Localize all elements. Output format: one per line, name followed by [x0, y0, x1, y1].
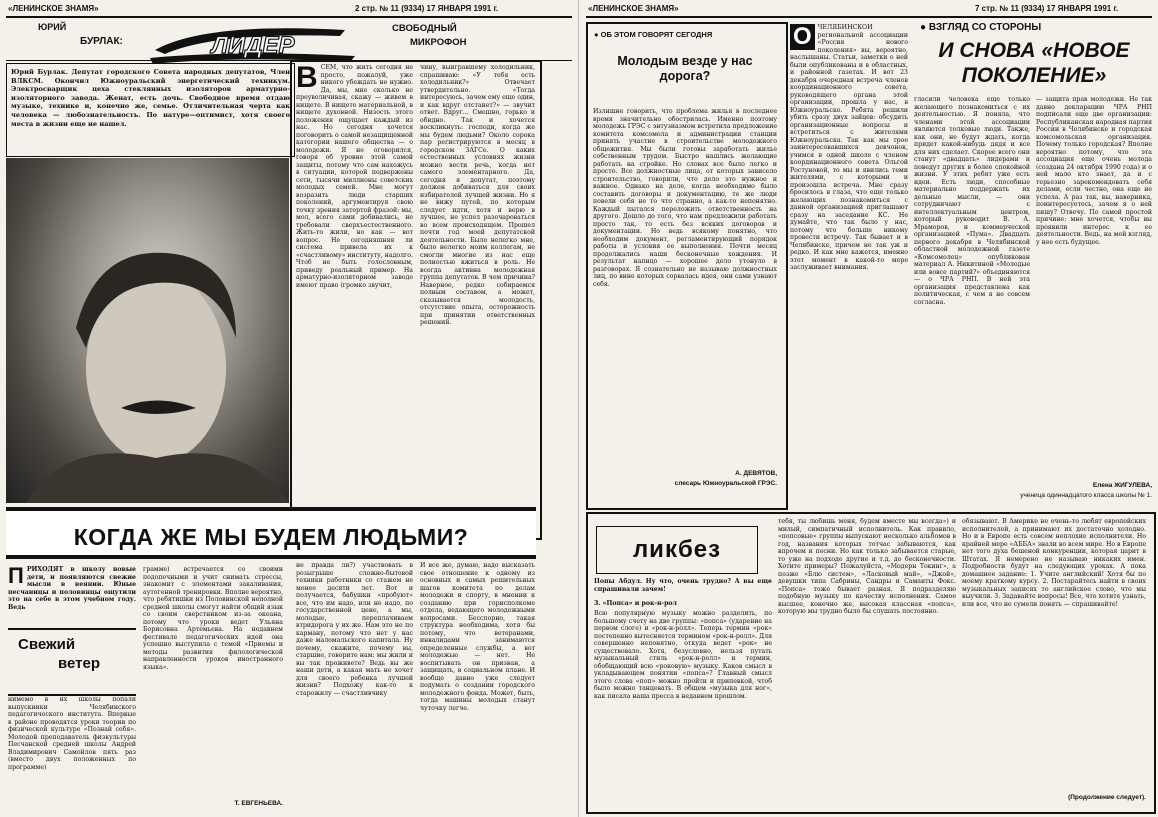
likbez-lead: Попы Абдул. Ну что, очень трудно? А вы еще спрашивали зачем! — [594, 578, 772, 593]
kicker-bullet-icon: ● — [594, 30, 599, 39]
main-article-col3: И все же, думаю, надо высказать свое отношение к одному из основных и самых решительных шагов комитета по делам молодежи и спорту, в мнении к созданию при горисполкоме отдела, ведающего молодежными вопросами. Бесспорно, такая структура необходима, хотя бы потому, что ветеранами, инвалидами занимаются определенные службы, а вот молодежью — нет. Не воспитывать он призван, а защищать, в социальном плане. И вообще давно уже следует подумать о создании городского молодежного фонда. Может, быть, тогда машины молодых станут чуточку легче. — [420, 562, 535, 712]
new-generation-headline: И СНОВА «НОВОЕ ПОКОЛЕНИЕ» — [938, 39, 1130, 87]
new-generation-col1 — [790, 24, 908, 504]
rubric — [392, 22, 467, 50]
view-bullet-icon: ● — [920, 22, 927, 33]
young-road-signature-role: слесарь Южноуральской ГРЭС. — [674, 480, 777, 487]
main-article-col4: не правда ли?) участвовать в розыгрыше сложно-бытовой техники работники со стажем не менее десяти лет. Вот и получается, бабушки «пробуют» все, что им надо, или не надо, по государственной цене, а мы, молодые, переплачиваем втридорога у их же. Нам это не по карману, потому что нет у нас даже маломальского капитала. Ну почему, скажите, почему вы, старшие, говорите нам: мы жили и вы так проживете? Ведь вы же наши дети, а какая мать не хочет для своего ребенка лучшей жизни? Подхожу как-то к старожилу — счастливчику — [296, 562, 413, 697]
collar-shape — [26, 453, 289, 503]
bio-text: Юрий Бурлак. Депутат городского Совета народных депутатов, Член ВЛКСМ. Окончил Южноуральский энергетический техникум. Электросварщик цеха стеклянных изоляторов арматурно-изоляторного завода. Женат, есть дочь. Свободное время отдаю музыке, технике и, конечно же, семье. Отличительная черта как человека — любознательность. По натуре—оптимист, хотя своего места в жизни еще не нашел. — [11, 68, 290, 128]
fresh-wind-signature: Т. ЕВГЕНЬЕВА. — [234, 800, 283, 807]
header-rule-left — [6, 16, 572, 18]
likbez-subtitle: 3. «Попса» и рок-н-рол — [594, 600, 677, 607]
logo-text: ЛИДЕР — [211, 32, 295, 59]
rubric-line-1: СВОБОДНЫЙ — [392, 23, 457, 34]
leader-logo — [145, 20, 360, 64]
header-rule-right — [586, 16, 1152, 18]
portrait-illustration — [6, 158, 289, 503]
kicker — [594, 30, 776, 39]
author-last: БУРЛАК: — [80, 36, 123, 47]
main-article-col2: чину, выигравшему холодильник, спрашиваю: «У тебя есть холодильник?» Отвечает утвердительно. «Тогда интересуюсь, зачем ему еще один, и как вдруг отстанет?» — звучит ответ. Вдруг... Смешно, горько и обидно. Так и хочется воскликнуть: господи, когда же мы будем людьми? Около сорока пар регистрируются в месяц в городском ЗАГСе. О каких естественных условиях жизни можно вести речь, когда нет самого элементарного. Да, сегодня я депутат, поэтому должен добиваться для своих избирателей лучшей жизни. Но я не вижу путей, по которым следует идти, хотя и верю в лучшее, не успел разочароваться во всем происходящем. Прошел почти год моей депутатской деятельности. Было нелегко мне, было нелегко моим коллегам, не смогли многие из нас еще полностью вжиться в роль. Не всегда активна молодежная группа депутатов. В чем причина? Наверное, редко собираемся полным составом, а может, сказывается молодость, отсутствие опыта, осторожность при принятии ответственных решений. — [420, 64, 535, 326]
likbez-footer: (Продолжение следует). — [1068, 794, 1146, 801]
new-generation-signature-name: Елена ЖИГУЛЕВА, — [1092, 482, 1152, 489]
likbez-col3: обязывают. В Америке не очень-то любят европейских исполнителей, а принимают их достаточно холодно. Но и в Европе есть совсем неплохие исполнители. Но крайней мере «АББА» знали во всем мире. Но в Европе нет того духа бешеной конкуренции, которая царит в Штатах. Я немерено не называю никаких имен. Подробности будут на следующих уроках. А пока домашнее задание: 1. Учите английский! Хотя бы по моему краткому курсу. 2. Постарайтесь найти в своих музыкальных записях то английское слово, что мы выучили. 3. Задавайте вопросы! Все, что хотите узнать, или все, что не сумели понять — спрашивайте! — [962, 518, 1146, 608]
likbez-title: ликбез — [596, 526, 758, 574]
right-page — [580, 0, 1158, 817]
young-road-headline: Молодым везде у нас дорога? — [617, 54, 753, 83]
kicker-text: ОБ ЭТОМ ГОВОРЯТ СЕГОДНЯ — [600, 30, 713, 39]
view-rubric-text — [914, 22, 1152, 33]
main-article-col1 — [296, 64, 413, 504]
dropcap-o: О — [790, 24, 815, 50]
main-article-col1-text: СЕМ, что жить сегодня не просто, пожалуй, уже никого убеждать не нужно. Да, мы, мне сколько не преувеличивая, скажу — живем в нищете. В нищете материальной, в нищете духовной. Низость этого положения ощущает каждый из нас. Но сегодня хочется поговорить о самой незащищенной категории нашего общества — о молодежи. Я не оговорился, говоря об уровне этой самой защиты, потому что сам нахожусь в ситуации, которой подвержены сети, тысячи миллионы советских молодых семей. Мне могут возразить люди старших поколений, аргументируя свою точку зрения затертой фразой: мы, мол, всего сами добивались, не требовали сверхъестественного. Жить-то жили, но как — вот вопрос. Не сегодняшняя ли система привела их к «счастливому» институту, надолго. Чтоб не быть голословным, приведу реальный пример. На арматурно-изоляторном заводе имеют право (громко звучит, — [296, 64, 413, 289]
portrait-photo — [6, 158, 289, 503]
main-headline: КОГДА ЖЕ МЫ БУДЕМ ЛЮДЬМИ? — [6, 507, 536, 559]
likbez-col2: тебя, ты любишь меня, будем вместе мы всегда») и милый, симпатичный исполнитель. Как правило, «попсовые» группы выпускают несколько альбомов в год, названия которых тотчас забываются, как впрочем и песни. Но как только забывается старые, то уже на подходе другие и т.д. до бесконечности. Хотите примеры? Пожалуйста, «Модерн Токинг», а позже «Блю систем», «Ласковый май», «Джой», девушки типа Сабрины, Сандры и Саманты Фокс. «Попса» тоже бывает разная. Я подразделяю подобную музыку по качеству исполнения. Самое высшее, конечно же, высокая классная «попса», которую мы трудно было бы слушать постоянно. — [778, 518, 956, 615]
view-rubric — [914, 22, 1152, 33]
author-first: ЮРИЙ — [38, 22, 67, 32]
dropcap-v: В — [296, 64, 318, 94]
fresh-wind-title — [8, 628, 136, 696]
bio-box — [6, 63, 295, 157]
view-title: ВЗГЛЯД СО СТОРОНЫ — [928, 22, 1042, 33]
fresh-wind-intro — [8, 566, 136, 626]
new-generation-col1-text: ЧЕЛЯБИНСКОЙ региональной ассоциации «Россия нового поколения» вы, вероятно, наслышаны. Статьи, заметки о ней были опубликованы и в областных, и районной газетах. И вот 23 декабря очередная встреча членов координационного совета, руководящего органа этой организации, прошла у нас, в Южноуральске. Ребята решили убить сразу двух зайцев: обсудить организационные вопросы и встретиться с жителями Южноуральска. Так как мы трое заинтересовавшихся девчонок, учимся в одной школе с членом координационного совета Ольгой Ростуновой, то мы и явились теми жителями, с которыми и произошла встреча. Мне сразу бросилось в глаза, что еще только желающих познакомиться с данной организацией приглашают сразу на заседание КС. Не думайте, что так было у нас, потому что больше никому провести встречу. Так бывает и в Челябинске, причем не так уж и редко. И как мне кажется, именно этот момент в какой-то мере заслуживает внимания. — [790, 24, 908, 271]
fresh-wind-title-1: Свежий — [18, 636, 76, 653]
new-generation-signature-role: ученица одиннадцатого класса школы № 1. — [1020, 492, 1152, 499]
young-road-body: Излишне говорить, что проблема жилья в последнее время значительно обострилась. Именно поэтому молодежь ГРЭС с энтузиазмом встретила предложение комитета комсомола и администрации станции принять участие в строительстве молодежного общежития. Мы были готовы заработать жилье собственным трудом. Быстро нашлись желающие работать на стройке. Но словах все было легко и просто. Все должностные лица, от которых зависело строительство, говорили, что дело это нужное и важное. Однако на деле, когда необходимо было составить договоры и документацию, те же люди повели себя не то что странно, а как-то непонятно. Каждый пытался переложить ответственность на другого. Дошло до того, что нам предложили работать просто так, то есть без всяких договоров и документации. Но ведь всякому понятно, что необходим документ, регламентирующий порядок работы и условия ее выполнения. Почти месяц продолжались наши бесконечные хождения. И результат напицо — хорошее дело утонуло в разговорах. Я сознательно не называю должностных лиц, по вине которых сорвалась идея, они сами узнают себя. — [593, 108, 777, 288]
rubric-line-2: МИКРОФОН — [410, 37, 467, 48]
new-generation-col2: гласили человека еще только желающего познакомиться с их деятельностью. Я поняла, что членами этой ассоциации являются толковые люди. Также, как они, не будут ждать, когда придет какой-нибудь дядя и все для них сделает. Скорее всего они станут «двадцать» лидерами и поведут других в более спокойной жизни. У этих ребят уже есть идеи. Есть люди, способные материально поддержать их дельные мысли, — они сотрудничают с интеллектуальным центром, который руководит В. А. Мраморов, и коммерческой организацией «Пума». Двадцать первого декабря в Челябинской областной молодежной газете «Комсомолец» опубликован материал А. Никитиной «Молодые или вовсе партий?» объединяются — о ЧРА РНП. В ней эта организация представлена как политическая, с чем я не совсем согласна. — [914, 96, 1030, 306]
masthead-left: «ЛЕНИНСКОЕ ЗНАМЯ» — [8, 4, 99, 13]
fresh-wind-intro-text: РИХОДЯТ в школу новые дети, и появляются свежие мысли в веянии. Юные песчаницы и половинцы ощутили это на себе в этом учебном году. Ведь — [8, 566, 136, 611]
dropcap-p: П — [8, 566, 24, 588]
author-name — [8, 22, 148, 58]
new-generation-col3: — защита прав молодежи. Не так давно декларацию ЧРА РНП подписали еще две организации: Республиканская народная партия России в Челябинске и городская комсомольская организация. Почему только городская? Вполне вероятно потому, что эта ассоциация еще очень молода (создана 24 октября 1990 года) и о ней мало кто знает, да и с терьезно зарекомендовать себя делами, если честно, она еще не успела. А раз так, вы, наверника, поинтересуетесь, зачем я о ней пишу? Отвечу. По самой простой причине: мне хочется, чтобы вы проявили интерес к ее деятельности. Ведь, на мой взгляд, у нее есть будущее. — [1036, 96, 1152, 246]
fresh-wind-col2: грамме) встречается со своими подопечными и учит снимать стрессы, знакомит с элементами закаливания, аутогенной тренировки. Вполне вероятно, что ребятишки из Половинской неполной средней школы смогут найти общий язык со своим сверстником из-за океана, потому что уроки ведет Ульяна Борисовна Артемьева. На недавнем фестивале педагогических идей она успешно выступила с темой «Приемы и методы развития филологической направленности уроков иностранного языка». — [143, 566, 283, 671]
masthead-right: «ЛЕНИНСКОЕ ЗНАМЯ» — [588, 4, 679, 13]
fresh-wind-title-2: ветер — [58, 655, 101, 672]
fresh-wind-col1: нимемо в их школы попали выпускники Челябинского педагогического института. Впервые в районе проводятся уроки теории по физической культуре «Познай себя». Молодой преподаватель физкультуры Песчанской средней школы Андрей Владимирович Самойлов пять раз (вместо двух положенных по программе) — [8, 696, 136, 771]
issue-line-right: 7 стр. № 11 (9334) 17 ЯНВАРЯ 1991 г. — [975, 4, 1119, 13]
issue-line-left: 2 стр. № 11 (9334) 17 ЯНВАРЯ 1991 г. — [355, 4, 499, 13]
likbez-col1: Всю популярную музыку можно разделить, по большому счету на две группы: «попса» (ударение на первом слоге) и «рок-н-ролл». Теперь термин «рок» постепенно вытесняется термином «рок-н-ролл». Для совершенно непонятно, откуда ведет «рок» не существовало. Хотя, безусловно, нельзя путать музыкальный стиль «рок-н-ролл» и термин, обобщающий всю «роковую» музыку. Каков смысл в укладывающем понятии «попса»? Главный смысл этого слова «поп» можно пройти и припевкой, чтоб было можно танцевать. В общем «музыка для ног», как писала наша пресса в недавнем прошлом. — [594, 610, 772, 700]
young-road-signature-name: А. ДЕВЯТОВ, — [735, 470, 777, 477]
